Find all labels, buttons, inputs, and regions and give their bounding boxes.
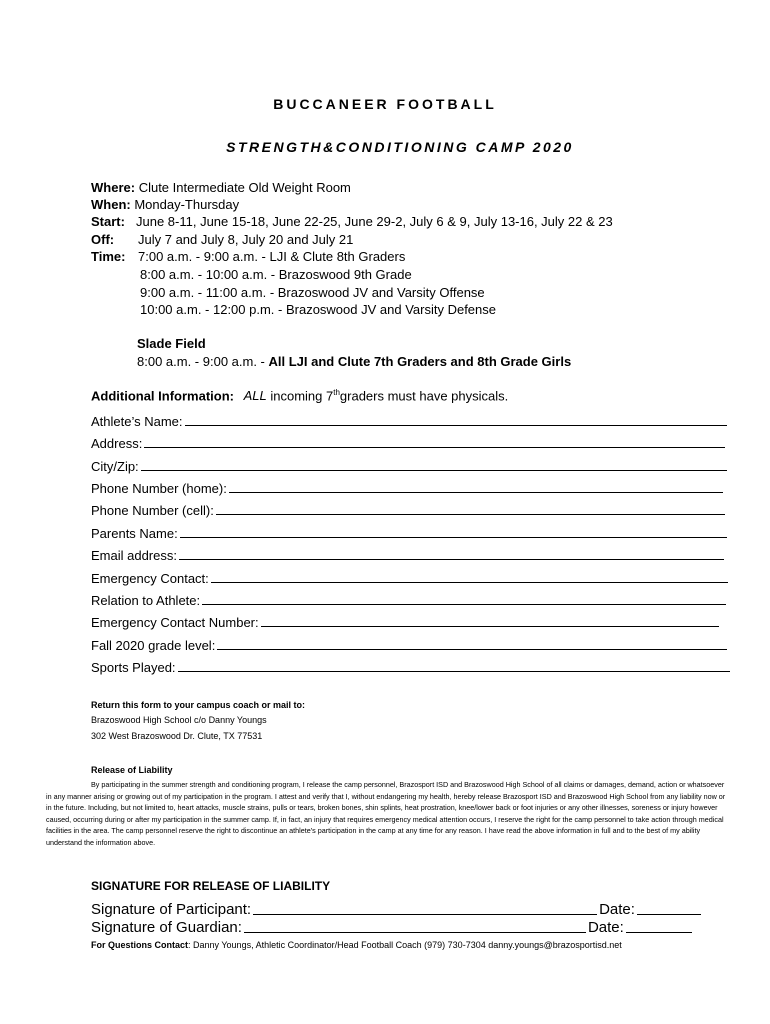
field-label: Email address:: [91, 548, 177, 563]
participant-date-line[interactable]: [637, 900, 701, 915]
signature-heading: SIGNATURE FOR RELEASE OF LIABILITY: [91, 879, 331, 893]
email-field[interactable]: [91, 543, 724, 563]
participant-signature-label: Signature of Participant:: [91, 901, 252, 918]
additional-sup: th: [333, 388, 340, 397]
participant-signature-line[interactable]: [253, 900, 597, 915]
field-label: Emergency Contact Number:: [91, 615, 259, 630]
time-slot: 7:00 a.m. - 9:00 a.m. - LJI & Clute 8th Graders: [138, 249, 406, 264]
page-subtitle: STRENGTH&CONDITIONING CAMP 2020: [226, 139, 574, 155]
start-label: Start:: [91, 214, 125, 229]
off-value: July 7 and July 8, July 20 and July 21: [138, 232, 354, 247]
date-label: Date:: [599, 901, 635, 918]
release-title: Release of Liability: [91, 765, 173, 775]
participant-signature-row: [91, 899, 703, 918]
time-line: [91, 248, 405, 266]
emergency-number-field[interactable]: [91, 610, 719, 630]
field-line[interactable]: [141, 457, 727, 471]
when-label: When:: [91, 197, 131, 212]
phone-cell-field[interactable]: [91, 498, 725, 518]
when-line: [91, 196, 239, 214]
where-label: Where:: [91, 180, 136, 195]
time-slot: 8:00 a.m. - 10:00 a.m. - Brazoswood 9th Grade: [140, 267, 412, 282]
field-label: Address:: [91, 436, 143, 451]
additional-all: ALL: [243, 388, 267, 404]
field-line[interactable]: [211, 569, 728, 583]
release-body: By participating in the summer strength and conditioning program, I release the camp personnel, Brazosport ISD and Brazoswood High School of all claims or damages, demand, action or whatsoever in any manner arising or growing out of my participation in the program. I attest and verify that I, without endangering my health, hereby release Brazosport ISD and Brazoswood High School from any liability now or in the future. Including, but not limited to, heart attacks, muscle strains, pulls or tears, broken bones, shin splints, heat prostration, knee/lower back or foot injuries or any other illnesses, soreness or injury however caused, occurring during or after my participation in the summer camp. If, in fact, an injury that requires emergency medical attention occurs, I reserve the right for the camp personnel to take action through medical facilities in the area. The camp personnel reserve the right to discontinue an athlete's participation in the camp at any time for any reason. I have read the above information in full and to the best of my ability understand the information above.: [46, 780, 726, 847]
return-line: Brazoswood High School c/o Danny Youngs: [91, 715, 267, 725]
field-label: Parents Name:: [91, 526, 178, 541]
start-line: [91, 213, 613, 231]
off-label: Off:: [91, 232, 115, 247]
date-label: Date:: [587, 919, 624, 936]
field-label: Phone Number (home):: [91, 481, 227, 496]
address-field[interactable]: [91, 431, 725, 451]
slade-groups: All LJI and Clute 7th Graders and 8th Grade Girls: [268, 354, 572, 369]
return-title: Return this form to your campus coach or mail to:: [91, 700, 306, 710]
field-line[interactable]: [185, 412, 727, 426]
field-label: Sports Played:: [91, 660, 176, 675]
field-line[interactable]: [229, 479, 723, 493]
additional-info: [91, 388, 508, 403]
field-line[interactable]: [180, 524, 727, 538]
slade-time: 8:00 a.m. - 9:00 a.m. -: [137, 354, 269, 369]
additional-text-a: incoming 7: [266, 388, 334, 404]
field-line[interactable]: [179, 546, 724, 560]
guardian-signature-line[interactable]: [244, 918, 586, 933]
guardian-signature-row: [91, 917, 694, 936]
field-line[interactable]: [217, 636, 727, 650]
contact-label: For Questions Contact: [91, 940, 189, 950]
field-label: Phone Number (cell):: [91, 503, 214, 518]
page-title: BUCCANEER FOOTBALL: [273, 96, 497, 112]
additional-text-b: graders must have physicals.: [339, 388, 509, 404]
contact-text: : Danny Youngs, Athletic Coordinator/Head Football Coach (979) 730-7304 danny.youngs@brazosportisd.net: [188, 940, 622, 950]
when-value: Monday-Thursday: [134, 197, 240, 212]
grade-level-field[interactable]: [91, 633, 727, 653]
field-line[interactable]: [216, 501, 725, 515]
field-label: Relation to Athlete:: [91, 593, 201, 608]
relation-field[interactable]: [91, 588, 726, 608]
parents-name-field[interactable]: [91, 521, 727, 541]
field-label: City/Zip:: [91, 459, 139, 474]
time-slot: 9:00 a.m. - 11:00 a.m. - Brazoswood JV and Varsity Offense: [140, 285, 485, 300]
start-value: June 8-11, June 15-18, June 22-25, June 29-2, July 6 & 9, July 13-16, July 22 & 23: [136, 214, 613, 229]
field-label: Fall 2020 grade level:: [91, 638, 216, 653]
time-label: Time:: [91, 249, 126, 264]
return-line: 302 West Brazoswood Dr. Clute, TX 77531: [91, 731, 263, 741]
slade-field-line: [137, 353, 571, 371]
where-line: [91, 179, 351, 197]
field-label: Athlete’s Name:: [91, 414, 183, 429]
off-line: [91, 231, 353, 249]
athlete-name-field[interactable]: [91, 409, 727, 429]
field-line[interactable]: [261, 613, 719, 627]
additional-label: Additional Information:: [91, 388, 234, 404]
field-line[interactable]: [202, 591, 726, 605]
guardian-signature-label: Signature of Guardian:: [91, 919, 242, 936]
field-label: Emergency Contact:: [91, 571, 209, 586]
guardian-date-line[interactable]: [626, 918, 692, 933]
field-line[interactable]: [144, 434, 725, 448]
phone-home-field[interactable]: [91, 476, 723, 496]
field-line[interactable]: [178, 658, 730, 672]
sports-played-field[interactable]: [91, 655, 730, 675]
slade-field-title: Slade Field: [137, 336, 206, 351]
contact-line: [91, 940, 622, 950]
time-slot: 10:00 a.m. - 12:00 p.m. - Brazoswood JV and Varsity Defense: [140, 302, 496, 317]
where-value: Clute Intermediate Old Weight Room: [138, 180, 351, 195]
emergency-contact-field[interactable]: [91, 566, 728, 586]
city-zip-field[interactable]: [91, 454, 727, 474]
